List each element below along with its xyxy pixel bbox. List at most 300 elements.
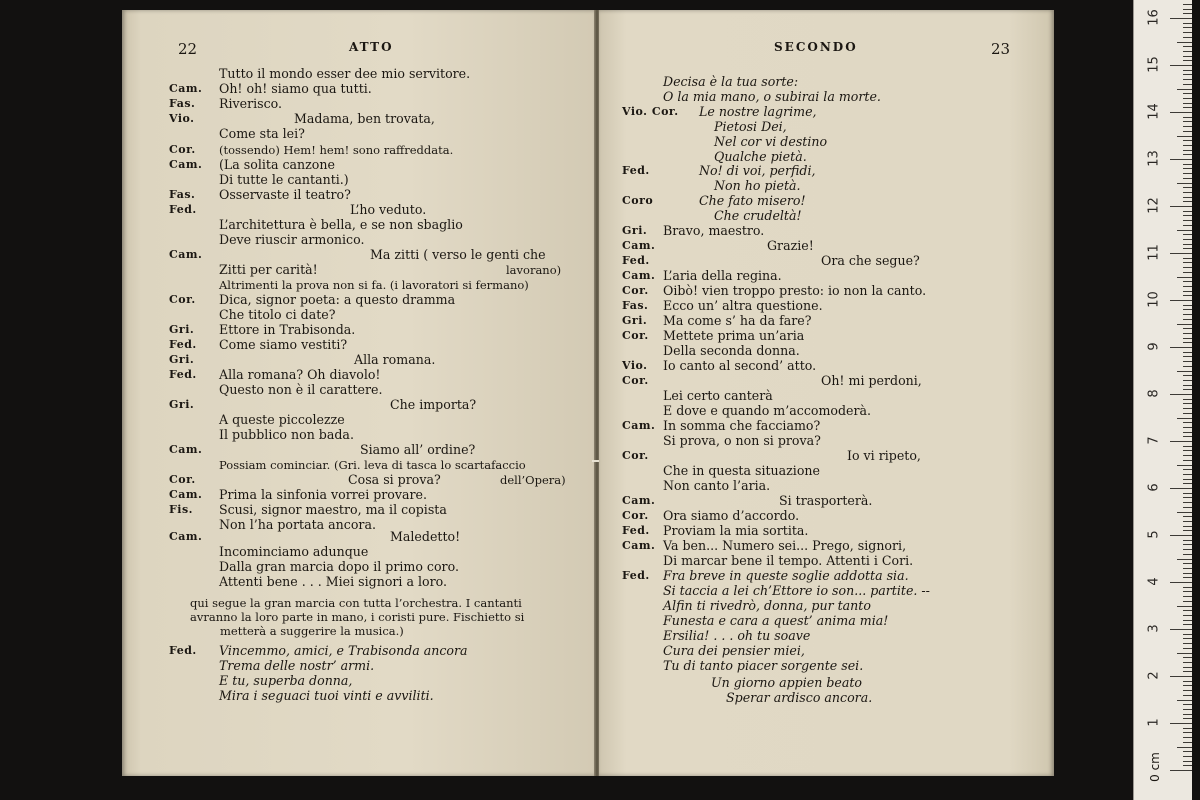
speaker: Fed. — [622, 254, 650, 267]
ruler-number: 6 — [1146, 483, 1162, 492]
ruler-tick — [1183, 657, 1192, 658]
speaker: Fas. — [169, 97, 196, 110]
ruler-number: 14 — [1146, 103, 1162, 120]
ruler-tick — [1183, 9, 1192, 10]
speaker: Fed. — [169, 203, 197, 216]
ruler-tick — [1183, 74, 1192, 75]
ruler-tick — [1183, 413, 1192, 414]
ruler-tick — [1183, 192, 1192, 193]
text-line: Non l’ha portata ancora. — [219, 517, 376, 532]
text-line: Che titolo ci date? — [219, 307, 336, 322]
text-line: Non canto l’aria. — [663, 478, 771, 493]
text-line: Della seconda donna. — [663, 343, 800, 358]
text-line: Ora che segue? — [821, 253, 920, 268]
ruler-tick — [1183, 244, 1192, 245]
text-line: Io canto al second’ atto. — [663, 358, 817, 373]
stage-direction-line: metterà a suggerire la musica.) — [220, 624, 404, 638]
ruler-tick — [1183, 145, 1192, 146]
speaker: Vio. — [622, 359, 648, 372]
text-line: Che importa? — [390, 397, 477, 412]
speaker: Fed. — [169, 368, 197, 381]
speaker: Cam. — [169, 248, 203, 261]
ruler-tick — [1183, 37, 1192, 38]
ruler-tick — [1183, 239, 1192, 240]
page-number-left: 22 — [178, 40, 198, 58]
ruler-tick — [1183, 596, 1192, 597]
text-line: L’architettura è bella, e se non sbaglio — [219, 217, 463, 232]
ruler-tick — [1183, 591, 1192, 592]
speaker: Fed. — [622, 569, 650, 582]
verse-line: Qualche pietà. — [714, 149, 807, 164]
ruler-tick — [1170, 300, 1192, 301]
ruler-tick — [1183, 483, 1192, 484]
ruler-tick — [1183, 728, 1192, 729]
ruler-tick — [1183, 436, 1192, 437]
verse-line: O la mia mano, o subirai la morte. — [663, 89, 881, 104]
verse-line: Cura dei pensier miei, — [663, 643, 805, 658]
ruler-tick — [1183, 352, 1192, 353]
ruler-tick — [1177, 183, 1192, 184]
text-line: Alla romana. — [354, 352, 436, 367]
ruler-tick — [1170, 676, 1192, 677]
text-line: Io vi ripeto, — [847, 448, 921, 463]
ruler-tick — [1183, 751, 1192, 752]
ruler-tick — [1183, 681, 1192, 682]
ruler-tick — [1183, 98, 1192, 99]
text-line: Ma zitti ( verso le genti che — [370, 247, 546, 262]
ruler-tick — [1183, 103, 1192, 104]
ruler-tick — [1183, 366, 1192, 367]
ruler-tick — [1183, 131, 1192, 132]
verse-line: Vincemmo, amici, e Trabisonda ancora — [219, 643, 468, 658]
ruler-tick — [1183, 761, 1192, 762]
ruler-tick — [1183, 197, 1192, 198]
ruler-tick — [1177, 418, 1192, 419]
speaker: Cor. — [622, 449, 649, 462]
ruler-tick — [1183, 309, 1192, 310]
ruler-number: 11 — [1146, 244, 1162, 261]
text-line: E dove e quando m’accomoderà. — [663, 403, 872, 418]
ruler-tick — [1183, 554, 1192, 555]
ruler-tick — [1183, 168, 1192, 169]
text-line: Lei certo canterà — [663, 388, 773, 403]
ruler-number: 15 — [1146, 56, 1162, 73]
ruler-tick — [1183, 544, 1192, 545]
speaker: Cam. — [622, 539, 656, 552]
ruler-tick — [1183, 328, 1192, 329]
text-line: (La solita canzone — [219, 157, 335, 172]
ruler-tick — [1170, 253, 1192, 254]
text-line: Riverisco. — [219, 96, 283, 111]
ruler-tick — [1183, 140, 1192, 141]
speaker: Fas. — [169, 188, 196, 201]
ruler-tick — [1183, 272, 1192, 273]
speaker: Cam. — [169, 488, 203, 501]
speaker: Cam. — [169, 530, 203, 543]
ruler-tick — [1177, 324, 1192, 325]
ruler-number: 4 — [1146, 577, 1162, 586]
ruler-tick — [1183, 375, 1192, 376]
ruler-tick — [1183, 389, 1192, 390]
ruler-tick — [1183, 479, 1192, 480]
text-line: (tossendo) Hem! hem! sono raffreddata. — [219, 143, 454, 157]
verse-line: Nel cor vi destino — [714, 134, 828, 149]
ruler-tick — [1177, 89, 1192, 90]
ruler-tick — [1170, 18, 1192, 19]
verse-line: Non ho pietà. — [714, 178, 801, 193]
ruler-tick — [1183, 281, 1192, 282]
ruler-tick — [1183, 117, 1192, 118]
text-line: Si prova, o non si prova? — [663, 433, 821, 448]
verse-line: Fra breve in queste soglie addotta sia. — [663, 568, 909, 583]
speaker: Cor. — [169, 473, 196, 486]
ruler-tick — [1170, 206, 1192, 207]
ruler-tick — [1170, 770, 1192, 771]
text-line: Prima la sinfonia vorrei provare. — [219, 487, 427, 502]
speaker: Fed. — [622, 524, 650, 537]
ruler-number: 5 — [1146, 530, 1162, 539]
ruler-tick — [1170, 488, 1192, 489]
ruler-tick — [1183, 84, 1192, 85]
ruler-tick — [1183, 361, 1192, 362]
text-line: Zitti per carità! — [219, 262, 318, 277]
verse-line: Un giorno appien beato — [711, 675, 863, 690]
speaker: Gri. — [169, 353, 195, 366]
ruler-tick — [1183, 27, 1192, 28]
ruler-tick — [1183, 187, 1192, 188]
running-head-left: ATTO — [349, 40, 394, 54]
ruler-tick — [1177, 653, 1192, 654]
verse-line: Le nostre lagrime, — [699, 104, 817, 119]
verse-line: Ersilia! . . . oh tu soave — [663, 628, 811, 643]
right-page — [599, 10, 1054, 776]
ruler-tick — [1183, 709, 1192, 710]
ruler-tick — [1183, 225, 1192, 226]
speaker: Vio. — [169, 112, 195, 125]
ruler-tick — [1177, 136, 1192, 137]
ruler-tick — [1183, 568, 1192, 569]
ruler-tick — [1183, 474, 1192, 475]
ruler-tick — [1183, 154, 1192, 155]
ruler-tick — [1177, 606, 1192, 607]
ruler-tick — [1183, 671, 1192, 672]
ruler-tick — [1183, 211, 1192, 212]
ruler-tick — [1183, 403, 1192, 404]
ruler-tick — [1177, 230, 1192, 231]
ruler-tick — [1183, 215, 1192, 216]
ruler-tick — [1183, 399, 1192, 400]
ruler-tick — [1183, 93, 1192, 94]
ruler-tick — [1183, 714, 1192, 715]
ruler-tick — [1183, 4, 1192, 5]
ruler-number: 9 — [1146, 342, 1162, 351]
text-line: Scusi, signor maestro, ma il copista — [219, 502, 447, 517]
ruler-tick — [1183, 685, 1192, 686]
ruler-tick — [1183, 51, 1192, 52]
text-line: L’aria della regina. — [663, 268, 782, 283]
text-line: Attenti bene . . . Miei signori a loro. — [219, 574, 447, 589]
ruler-tick — [1183, 643, 1192, 644]
text-line: Altrimenti la prova non si fa. (i lavoratori si fermano) — [219, 278, 529, 292]
verse-line: E tu, superba donna, — [219, 673, 353, 688]
verse-line: Pietosi Dei, — [714, 119, 787, 134]
ruler-number: 13 — [1146, 150, 1162, 167]
ruler-tick — [1183, 201, 1192, 202]
speaker: Fis. — [169, 503, 194, 516]
ruler-tick — [1183, 23, 1192, 24]
ruler-tick — [1183, 258, 1192, 259]
ruler-tick — [1170, 535, 1192, 536]
ruler-tick — [1183, 408, 1192, 409]
ruler-tick — [1183, 432, 1192, 433]
speaker: Cor. — [622, 374, 649, 387]
speaker: Cam. — [622, 239, 656, 252]
ruler-tick — [1183, 502, 1192, 503]
ruler-tick — [1183, 450, 1192, 451]
ruler-tick — [1183, 620, 1192, 621]
ruler-tick — [1170, 629, 1192, 630]
ruler-tick — [1183, 13, 1192, 14]
ruler-tick — [1183, 667, 1192, 668]
ruler-tick — [1183, 56, 1192, 57]
ruler-tick — [1183, 526, 1192, 527]
ruler-tick — [1183, 380, 1192, 381]
ruler-tick — [1183, 507, 1192, 508]
ruler-tick — [1183, 638, 1192, 639]
ruler-number: 1 — [1146, 718, 1162, 727]
ruler-tick — [1183, 563, 1192, 564]
ruler-tick — [1183, 549, 1192, 550]
ruler-tick — [1183, 573, 1192, 574]
ruler-tick — [1177, 42, 1192, 43]
ruler-tick — [1183, 587, 1192, 588]
speaker: Cor. — [169, 293, 196, 306]
ruler-tick — [1183, 455, 1192, 456]
ruler-tick — [1183, 286, 1192, 287]
speaker: Fed. — [622, 164, 650, 177]
ruler-tick — [1183, 70, 1192, 71]
text-line: Osservaste il teatro? — [219, 187, 351, 202]
text-line: A queste piccolezze — [219, 412, 345, 427]
text-line: Deve riuscir armonico. — [219, 232, 365, 247]
ruler-tick — [1183, 60, 1192, 61]
ruler-tick — [1183, 732, 1192, 733]
ruler-tick — [1183, 356, 1192, 357]
text-line: Ma come s’ ha da fare? — [663, 313, 812, 328]
text-line: Come siamo vestiti? — [219, 337, 348, 352]
ruler-tick — [1183, 150, 1192, 151]
ruler-tick — [1183, 248, 1192, 249]
text-line: Grazie! — [767, 238, 814, 253]
ruler-tick — [1183, 521, 1192, 522]
ruler-tick — [1183, 342, 1192, 343]
ruler-tick — [1177, 559, 1192, 560]
ruler-tick — [1183, 262, 1192, 263]
ruler-number: 7 — [1146, 436, 1162, 445]
ruler-tick — [1183, 427, 1192, 428]
ruler-tick — [1183, 690, 1192, 691]
stage-direction-line: qui segue la gran marcia con tutta l’orchestra. I cantanti — [190, 596, 522, 610]
ruler-tick — [1177, 277, 1192, 278]
page-number-right: 23 — [991, 40, 1011, 58]
text-line: Oh! mi perdoni, — [821, 373, 922, 388]
verse-line: No! di voi, perfidi, — [699, 163, 816, 178]
ruler-number: 12 — [1146, 197, 1162, 214]
ruler-tick — [1170, 65, 1192, 66]
ruler-tick — [1183, 662, 1192, 663]
text-line: Oh! oh! siamo qua tutti. — [219, 81, 372, 96]
ruler-tick — [1183, 737, 1192, 738]
ruler-tick — [1183, 422, 1192, 423]
text-line: Dalla gran marcia dopo il primo coro. — [219, 559, 459, 574]
ruler-tick — [1183, 530, 1192, 531]
ruler-tick — [1183, 469, 1192, 470]
ruler-tick — [1183, 497, 1192, 498]
ruler-tick — [1183, 267, 1192, 268]
text-line: Come sta lei? — [219, 126, 305, 141]
ruler-tick — [1177, 371, 1192, 372]
verse-line: Si taccia a lei ch’Ettore io son... partite. -- — [663, 583, 930, 598]
ruler-number: 8 — [1146, 389, 1162, 398]
text-line: Alla romana? Oh diavolo! — [219, 367, 381, 382]
text-line: Incominciamo adunque — [219, 544, 369, 559]
ruler-tick — [1183, 615, 1192, 616]
verse-line: Tu di tanto piacer sorgente sei. — [663, 658, 864, 673]
text-line: Ora siamo d’accordo. — [663, 508, 800, 523]
speaker: Gri. — [169, 323, 195, 336]
ruler-tick — [1183, 178, 1192, 179]
text-line: Di tutte le cantanti.) — [219, 172, 349, 187]
ruler-tick — [1177, 700, 1192, 701]
text-line: dell’Opera) — [500, 473, 566, 487]
verse-line: Funesta e cara a quest’ anima mia! — [663, 613, 889, 628]
ruler-number: 3 — [1146, 624, 1162, 633]
verse-line: Alfin ti rivedrò, donna, pur tanto — [663, 598, 871, 613]
verse-line: Trema delle nostr’ armi. — [219, 658, 375, 673]
ruler-tick — [1177, 747, 1192, 748]
speaker: Cam. — [169, 443, 203, 456]
text-line: Dica, signor poeta: a questo dramma — [219, 292, 456, 307]
ruler-tick — [1183, 648, 1192, 649]
ruler-tick — [1183, 446, 1192, 447]
ruler-tick — [1170, 723, 1192, 724]
stage-direction-line: avranno la loro parte in mano, i coristi pure. Fischietto si — [190, 610, 525, 624]
ruler-tick — [1183, 634, 1192, 635]
text-line: Va ben... Numero sei... Prego, signori, — [663, 538, 907, 553]
text-line: Il pubblico non bada. — [219, 427, 354, 442]
speaker: Fed. — [169, 644, 197, 657]
ruler-tick — [1183, 46, 1192, 47]
speaker: Cor. — [622, 509, 649, 522]
ruler-tick — [1183, 540, 1192, 541]
speaker: Cam. — [622, 269, 656, 282]
speaker: Cam. — [622, 419, 656, 432]
ruler-unit-label: 0 cm — [1147, 752, 1162, 782]
text-line: Ecco un’ altra questione. — [663, 298, 823, 313]
ruler-tick — [1183, 756, 1192, 757]
text-line: Questo non è il carattere. — [219, 382, 383, 397]
text-line: Siamo all’ ordine? — [360, 442, 476, 457]
ruler-tick — [1183, 385, 1192, 386]
ruler-tick — [1183, 718, 1192, 719]
text-line: Madama, ben trovata, — [294, 111, 435, 126]
ruler-tick — [1183, 624, 1192, 625]
speaker: Gri. — [622, 224, 648, 237]
speaker: Cam. — [169, 158, 203, 171]
ruler-tick — [1183, 173, 1192, 174]
ruler-tick — [1183, 121, 1192, 122]
ruler-tick — [1183, 295, 1192, 296]
speaker: Fas. — [622, 299, 649, 312]
ruler-tick — [1183, 164, 1192, 165]
verse-line: Sperar ardisco ancora. — [726, 690, 873, 705]
ruler-tick — [1183, 32, 1192, 33]
ruler-tick — [1183, 314, 1192, 315]
ruler-number: 16 — [1146, 9, 1162, 26]
text-line: In somma che facciamo? — [663, 418, 821, 433]
ruler-tick — [1170, 347, 1192, 348]
speaker: Cam. — [622, 494, 656, 507]
speaker: Cor. — [169, 143, 196, 156]
ruler-tick — [1183, 601, 1192, 602]
ruler-tick — [1183, 460, 1192, 461]
ruler-tick — [1183, 338, 1192, 339]
ruler-tick — [1170, 441, 1192, 442]
ruler-tick — [1170, 112, 1192, 113]
ruler-tick — [1183, 742, 1192, 743]
speaker: Cor. — [622, 329, 649, 342]
ruler-tick — [1183, 704, 1192, 705]
ruler-tick — [1183, 79, 1192, 80]
speaker: Gri. — [622, 314, 648, 327]
text-line: Tutto il mondo esser dee mio servitore. — [219, 66, 471, 81]
verse-line: Che fato misero! — [699, 193, 806, 208]
ruler-tick — [1183, 333, 1192, 334]
measuring-ruler — [1133, 0, 1192, 800]
ruler-tick — [1183, 220, 1192, 221]
ruler-tick — [1183, 577, 1192, 578]
text-line: Bravo, maestro. — [663, 223, 765, 238]
text-line: Maledetto! — [390, 529, 461, 544]
left-page — [122, 10, 595, 776]
ruler-tick — [1183, 305, 1192, 306]
ruler-tick — [1183, 695, 1192, 696]
ruler-tick — [1183, 610, 1192, 611]
speaker: Fed. — [169, 338, 197, 351]
ruler-tick — [1183, 126, 1192, 127]
speaker: Cor. — [622, 284, 649, 297]
text-line: Oibò! vien troppo presto: io non la canto. — [663, 283, 927, 298]
ruler-tick — [1170, 159, 1192, 160]
ruler-number: 2 — [1146, 671, 1162, 680]
text-line: Proviam la mia sortita. — [663, 523, 809, 538]
ruler-tick — [1170, 394, 1192, 395]
text-line: L’ho veduto. — [350, 202, 427, 217]
verse-line: Che crudeltà! — [714, 208, 802, 223]
text-line: Possiam cominciar. (Gri. leva di tasca lo scartafaccio — [219, 458, 526, 472]
text-line: Si trasporterà. — [779, 493, 873, 508]
ruler-tick — [1183, 765, 1192, 766]
running-head-right: SECONDO — [774, 40, 858, 54]
speaker: Gri. — [169, 398, 195, 411]
verse-line: Decisa è la tua sorte: — [663, 74, 799, 89]
speaker: Cam. — [169, 82, 203, 95]
text-line: lavorano) — [506, 263, 562, 277]
ruler-tick — [1170, 582, 1192, 583]
speaker: Coro — [622, 194, 654, 207]
ruler-tick — [1183, 493, 1192, 494]
text-line: Cosa si prova? — [348, 472, 441, 487]
